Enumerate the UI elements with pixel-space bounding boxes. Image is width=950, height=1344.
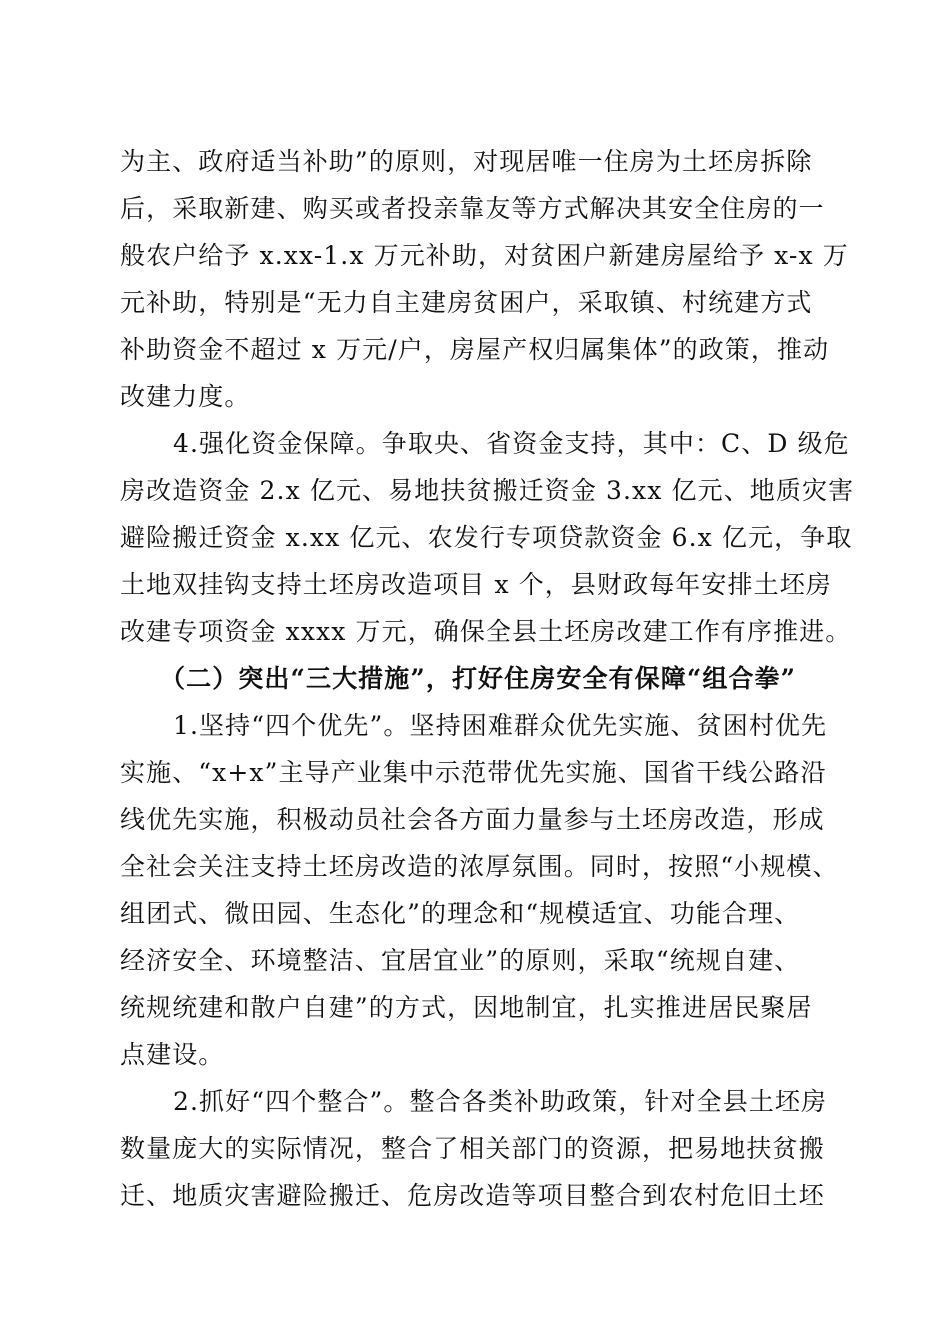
paragraph-first-line: 2.抓好“四个整合”。整合各类补助政策，针对全县土坯房 xyxy=(173,1087,828,1116)
text-line: 改建力度。 xyxy=(120,382,251,411)
text-line: 补助资金不超过 x 万元/户，房屋产权归属集体”的政策，推动 xyxy=(120,335,830,364)
text-line: 元补助，特别是“无力自主建房贫困户，采取镇、村统建方式 xyxy=(120,288,813,317)
text-line: 般农户给予 x.xx-1.x 万元补助，对贫困户新建房屋给予 x-x 万 xyxy=(120,241,849,270)
text-line: 迁、地质灾害避险搬迁、危房改造等项目整合到农村危旧土坯 xyxy=(120,1181,825,1210)
text-line: 房改造资金 2.x 亿元、易地扶贫搬迁资金 3.xx 亿元、地质灾害 xyxy=(120,476,855,505)
text-line: 组团式、微田园、生态化”的理念和“规模适宜、功能合理、 xyxy=(120,899,801,928)
text-line: 后，采取新建、购买或者投亲靠友等方式解决其安全住房的一 xyxy=(120,194,825,223)
text-line: 统规统建和散户自建”的方式，因地制宜，扎实推进居民聚居 xyxy=(120,993,813,1022)
text-line: 避险搬迁资金 x.xx 亿元、农发行专项贷款资金 6.x 亿元，争取 xyxy=(120,523,853,552)
text-line: 土地双挂钩支持土坯房改造项目 x 个，县财政每年安排土坯房 xyxy=(120,570,832,599)
text-line: 全社会关注支持土坯房改造的浓厚氛围。同时，按照“小规模、 xyxy=(120,852,839,881)
text-line: 点建设。 xyxy=(120,1040,225,1069)
section-heading: （二）突出“三大措施”，打好住房安全有保障“组合拳” xyxy=(160,664,797,693)
paragraph-first-line: 4.强化资金保障。争取央、省资金支持，其中：C、D 级危 xyxy=(173,429,850,458)
text-line: 为主、政府适当补助”的原则，对现居唯一住房为土坯房拆除 xyxy=(120,147,813,176)
text-line: 经济安全、环境整洁、宜居宜业”的原则，采取“统规自建、 xyxy=(120,946,801,975)
text-line: 实施、“x+x”主导产业集中示范带优先实施、国省干线公路沿 xyxy=(120,758,827,787)
text-line: 数量庞大的实际情况，整合了相关部门的资源，把易地扶贫搬 xyxy=(120,1134,825,1163)
text-line: 改建专项资金 xxxx 万元，确保全县土坯房改建工作有序推进。 xyxy=(120,617,852,646)
text-line: 线优先实施，积极动员社会各方面力量参与土坯房改造，形成 xyxy=(120,805,825,834)
paragraph-first-line: 1.坚持“四个优先”。坚持困难群众优先实施、贫困村优先 xyxy=(173,711,828,740)
